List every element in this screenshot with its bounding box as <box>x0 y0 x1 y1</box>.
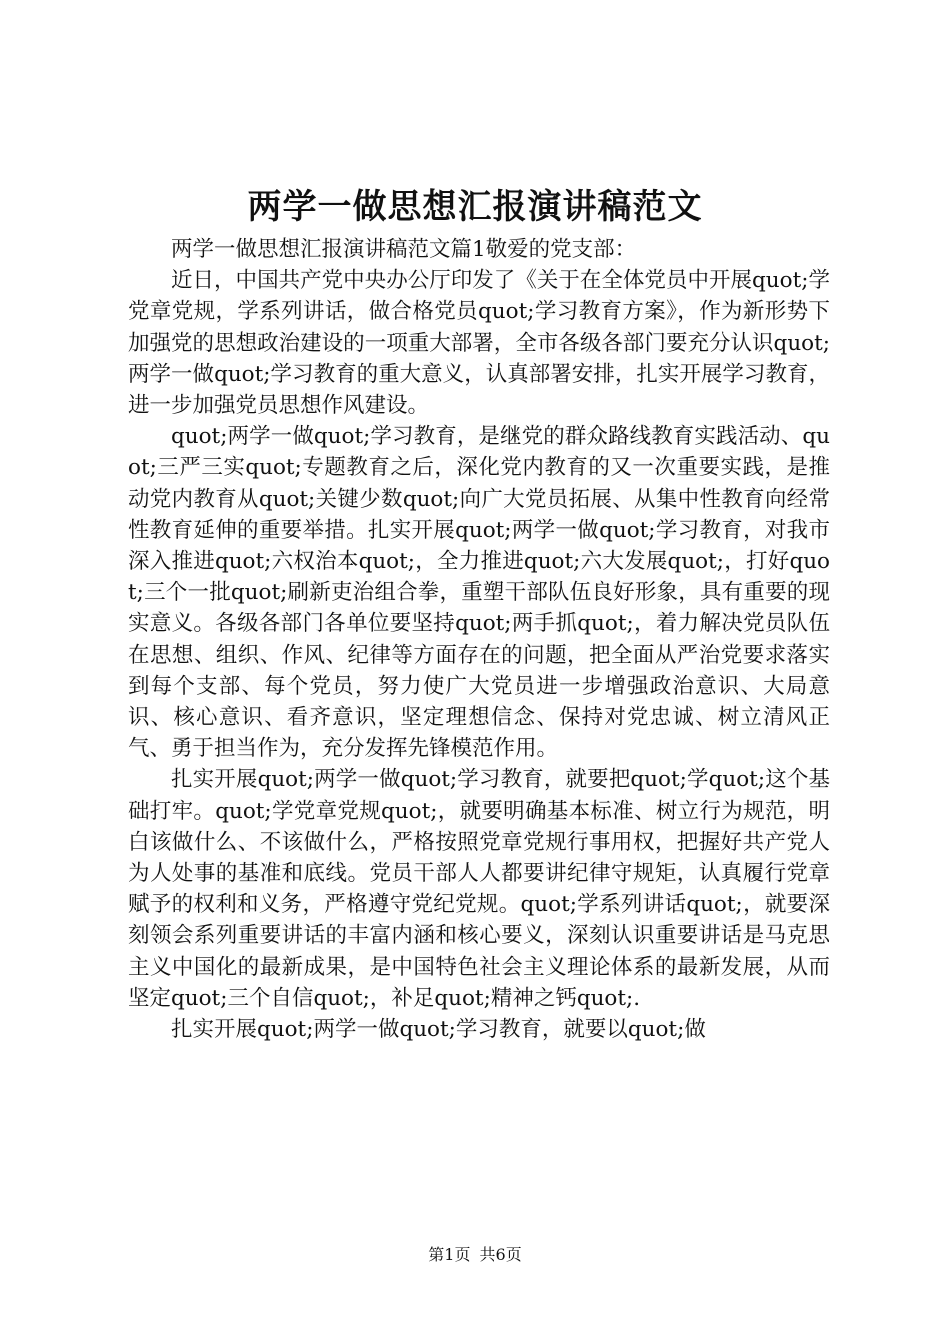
page-number: 第1页 <box>428 1245 471 1264</box>
document-body <box>128 234 830 1045</box>
page-footer <box>0 1244 950 1266</box>
paragraph: quot;两学一做quot;学习教育，是继党的群众路线教育实践活动、quot;三严三实quot;专题教育之后，深化党内教育的又一次重要实践，是推动党内教育从quot;关键少数quot;向广大党员拓展、从集中性教育向经常性教育延伸的重要举措。扎实开展quot;两学一做quot;学习教育，对我市深入推进quot;六权治本quot;，全力推进quot;六大发展quot;，打好quot;三个一批quot;刷新吏治组合拳，重塑干部队伍良好形象，具有重要的现实意义。各级各部门各单位要坚持quot;两手抓quot;，着力解决党员队伍在思想、组织、作风、纪律等方面存在的问题，把全面从严治党要求落实到每个支部、每个党员，努力使广大党员进一步增强政治意识、大局意识、核心意识、看齐意识，坚定理想信念、保持对党忠诚、树立清风正气、勇于担当作为，充分发挥先锋模范作用。 <box>128 424 830 762</box>
paragraph: 扎实开展quot;两学一做quot;学习教育，就要把quot;学quot;这个基础打牢。quot;学党章党规quot;，就要明确基本标准、树立行为规范，明白该做什么、不该做什么，严格按照党章党规行事用权，把握好共产党人为人处事的基准和底线。党员干部人人都要讲纪律守规矩，认真履行党章赋予的权利和义务，严格遵守党纪党规。quot;学系列讲话quot;，就要深刻领会系列重要讲话的丰富内涵和核心要义，深刻认识重要讲话是马克思主义中国化的最新成果，是中国特色社会主义理论体系的最新发展，从而坚定quot;三个自信quot;，补足quot;精神之钙quot;. <box>128 767 830 1011</box>
page-total: 共6页 <box>479 1245 522 1264</box>
paragraph-intro: 两学一做思想汇报演讲稿范文篇1敬爱的党支部： <box>171 237 637 262</box>
document-title: 两学一做思想汇报演讲稿范文 <box>247 187 703 227</box>
paragraph: 扎实开展quot;两学一做quot;学习教育，就要以quot;做 <box>171 1017 706 1043</box>
paragraph: 近日，中国共产党中央办公厅印发了《关于在全体党员中开展quot;学党章党规，学系列讲话，做合格党员quot;学习教育方案》，作为新形势下加强党的思想政治建设的一项重大部署，全市各级各部门要充分认识quot;两学一做quot;学习教育的重大意义，认真部署安排，扎实开展学习教育，进一步加强党员思想作风建设。 <box>128 268 830 419</box>
